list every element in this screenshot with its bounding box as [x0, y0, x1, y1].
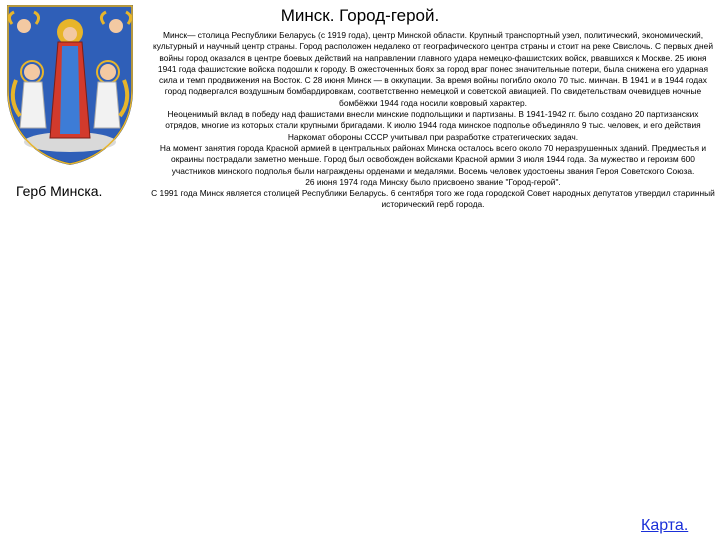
paragraph: На момент занятия города Красной армией в центральных районах Минска осталось всего около 70 неразрушенных зданий. Предместья и окраины пострадали заметно меньше. Город был освобожден войсками Красной армии 3 июля 1944 года. За мужество и героизм 600 участников минского подполья были награждены орденами и медалями. Восемь человек удостоены звания Героя Советского Союза. [159, 142, 707, 176]
page-title: Минск. Город-герой. [280, 6, 440, 25]
paragraph: 26 июня 1974 года Минску было присвоено звание "Город-герой". [305, 176, 561, 187]
cherub-icon [17, 19, 31, 33]
paragraph: Минск— столица Республики Беларусь (с 1919 года), центр Минской области. Крупный транспортный узел, политический, экономический, культурный и научный центр страны. Город расположен недалеко от географического центра страны и стоит на реке Свислочь. С первых дней войны город оказался в центре боевых действий на направлении главного удара немецко-фашистских войск, рвавшихся к Москве. 25 июня 1941 года фашистские войска подошли к городу. В ожесточенных боях за город враг понес значительные потери, была снижена его ударная сила и темп продвижения на Восток. С 28 июня Минск — в оккупации. За время войны погибло около 70 тыс. минчан. В 1941 и в 1944 годах город подвергался воздушным бомбардировкам, соответственно немецкой и советской авиацией. По свидетельствам очевидцев ночные бомбёжки 1944 года носили ковровый характер. [152, 30, 714, 108]
coat-caption: Герб Минска. [16, 183, 103, 199]
paragraph: Неоценимый вклад в победу над фашистами внесли минские подпольщики и партизаны. В 1941-1942 гг. было создано 20 партизанских отрядов, многие из которых стали крупными бригадами. К июлю 1944 года минское подполье объединяло 9 тыс. человек, и его действия Наркомат обороны СССР учитывал при разработке стратегических задач. [165, 109, 701, 142]
cherub-icon [109, 19, 123, 33]
angel-icon [24, 64, 40, 80]
angel-icon [100, 64, 116, 80]
map-link[interactable]: Карта. [641, 517, 689, 534]
minsk-coat-of-arms [2, 2, 138, 166]
paragraph: С 1991 года Минск является столицей Республики Беларусь. 6 сентября того же года городской Совет народных депутатов утвердил старинный исторический герб города. [151, 188, 715, 210]
article-text [150, 30, 716, 211]
